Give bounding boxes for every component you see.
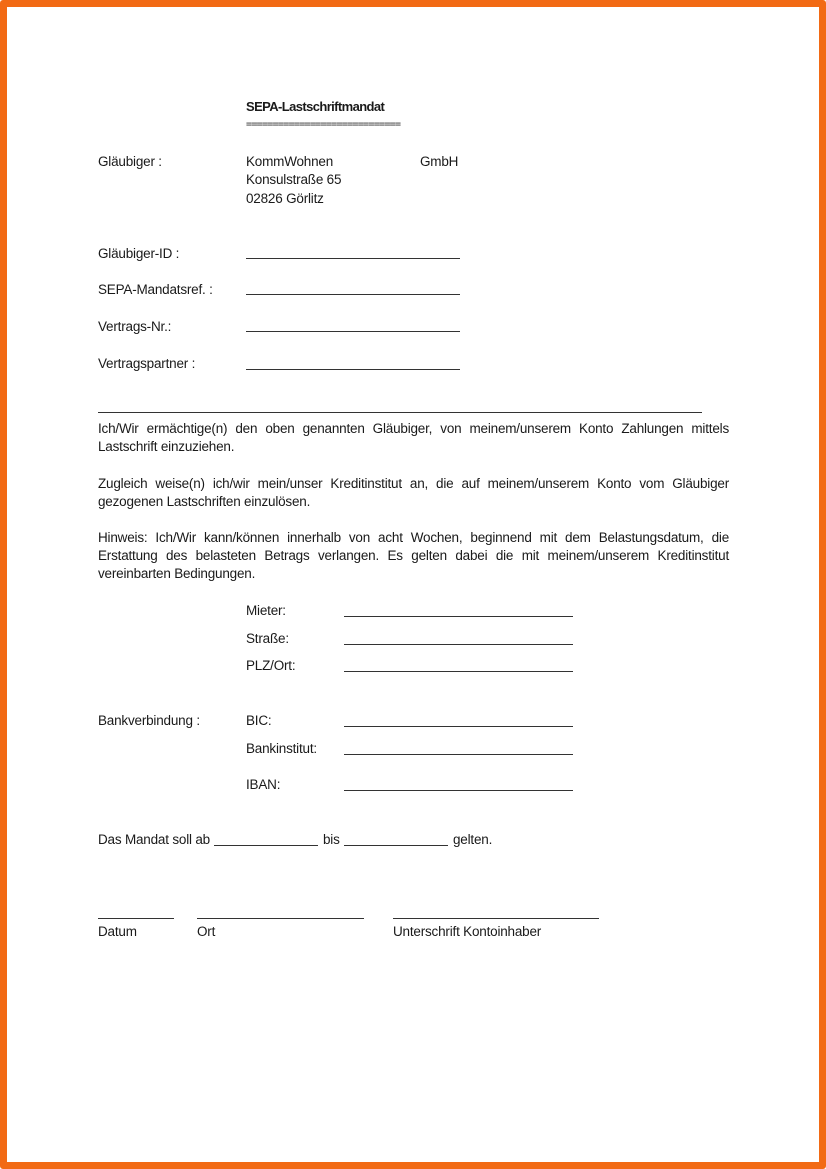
separator-line: [98, 412, 702, 413]
bic-label: BIC:: [246, 713, 272, 728]
iban-label: IBAN:: [246, 777, 281, 792]
creditor-suffix: GmbH: [420, 154, 459, 169]
bank-institute-line[interactable]: [344, 754, 573, 755]
creditor-street: Konsulstraße 65: [246, 172, 342, 187]
validity-until-line[interactable]: [344, 845, 448, 846]
mandate-ref-line[interactable]: [246, 294, 460, 295]
authorization-paragraph: Ich/Wir ermächtige(n) den oben genannten Gläubiger, von meinem/unserem Konto Zahlungen mittels Lastschrift einzuziehen.: [98, 421, 729, 454]
signature-line[interactable]: [393, 918, 599, 919]
instruction-paragraph: Zugleich weise(n) ich/wir mein/unser Kreditinstitut an, die auf meinem/unserem Konto vom Gläubiger gezogenen Lastschriften einzulösen.: [98, 476, 729, 509]
zip-city-line[interactable]: [344, 671, 573, 672]
place-label: Ort: [197, 924, 216, 939]
mandate-ref-label: SEPA-Mandatsref. :: [98, 282, 213, 297]
street-label: Straße:: [246, 631, 289, 646]
contract-partner-label: Vertragspartner :: [98, 356, 196, 371]
validity-prefix: Das Mandat soll ab: [98, 832, 210, 847]
contract-no-label: Vertrags-Nr.:: [98, 319, 172, 334]
creditor-id-label: Gläubiger-ID :: [98, 246, 180, 261]
creditor-name: KommWohnen: [246, 154, 334, 169]
notice-paragraph: Hinweis: Ich/Wir kann/können innerhalb von acht Wochen, beginnend mit dem Belastungsdatum, die Erstattung des belasteten Betrags verlangen. Es gelten dabei die mit meinem/unserem Kreditinstitut vereinbarten Bedingungen.: [98, 530, 729, 581]
iban-line[interactable]: [344, 790, 573, 791]
creditor-id-line[interactable]: [246, 258, 460, 259]
validity-suffix: gelten.: [453, 832, 493, 847]
creditor-city: 02826 Görlitz: [246, 191, 324, 206]
creditor-label: Gläubiger :: [98, 154, 162, 169]
tenant-label: Mieter:: [246, 603, 286, 618]
place-line[interactable]: [197, 918, 364, 919]
date-line[interactable]: [98, 918, 174, 919]
bank-institute-label: Bankinstitut:: [246, 741, 317, 756]
title-underline: =============================: [246, 119, 401, 130]
contract-partner-line[interactable]: [246, 369, 460, 370]
signature-label: Unterschrift Kontoinhaber: [393, 924, 542, 939]
bic-line[interactable]: [344, 726, 573, 727]
bank-label: Bankverbindung :: [98, 713, 200, 728]
date-label: Datum: [98, 924, 137, 939]
contract-no-line[interactable]: [246, 331, 460, 332]
validity-from-line[interactable]: [214, 845, 318, 846]
document-title: SEPA-Lastschriftmandat: [246, 99, 385, 114]
validity-mid: bis: [323, 832, 340, 847]
tenant-line[interactable]: [344, 616, 573, 617]
zip-city-label: PLZ/Ort:: [246, 658, 296, 673]
street-line[interactable]: [344, 644, 573, 645]
